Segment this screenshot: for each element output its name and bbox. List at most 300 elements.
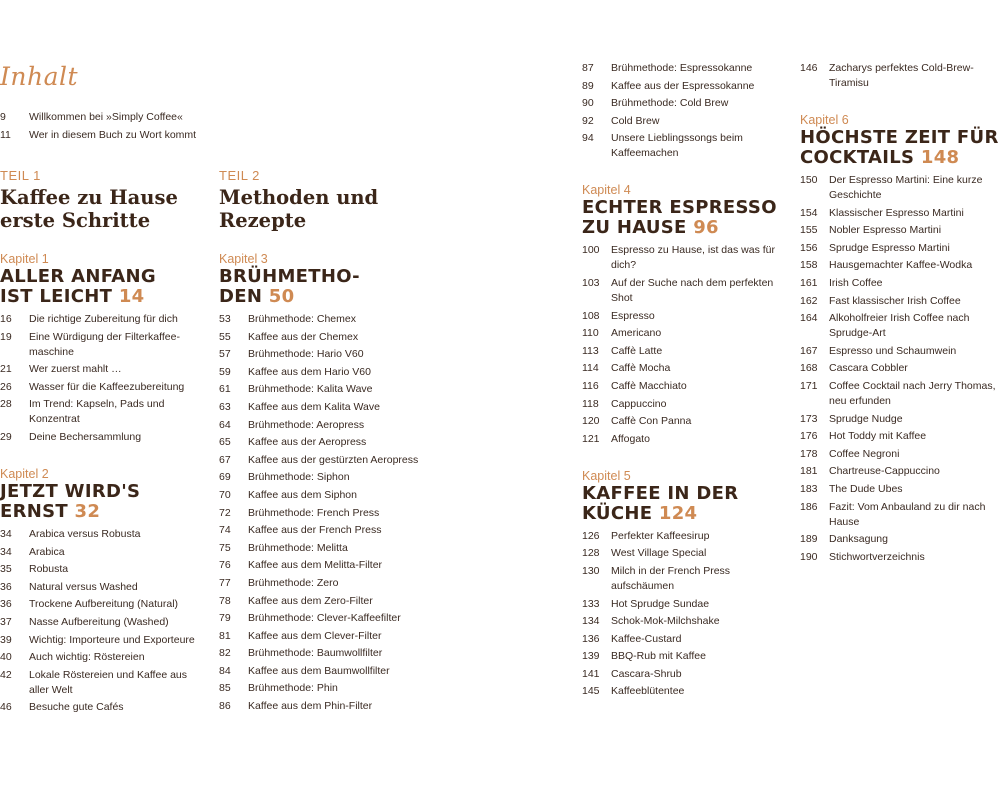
toc-entry-page: 161 — [800, 276, 818, 289]
toc-entry-text: Brühmethode: French Press — [248, 506, 380, 519]
chapter-6-label: Kapitel 6 — [800, 113, 849, 127]
toc-entry-text: Kaffee aus der Aeropress — [248, 436, 367, 449]
toc-entry — [582, 131, 780, 161]
column-4 — [800, 61, 998, 567]
toc-entry-page: 94 — [582, 132, 594, 145]
toc-entry-text: Irish Coffee — [829, 276, 883, 289]
toc-entry-page: 57 — [219, 348, 231, 361]
toc-entry-text: Brühmethode: Zero — [248, 576, 339, 589]
chapter-6-title-line-1: HÖCHSTE ZEIT FÜR — [800, 127, 999, 148]
toc-entry-page: 158 — [800, 259, 818, 272]
chapter-6-title — [800, 128, 998, 168]
toc-entry-page: 156 — [800, 241, 818, 254]
toc-entry-text: Nobler Espresso Martini — [829, 224, 942, 237]
column-3 — [582, 61, 780, 702]
chapter-4-title — [582, 198, 780, 238]
toc-entry-text: Hausgemachter Kaffee-Wodka — [829, 259, 973, 272]
toc-entry-page: 65 — [219, 436, 231, 449]
chapter-4-page: 96 — [693, 217, 719, 239]
toc-entry — [582, 632, 780, 647]
toc-entry-text: Arabica versus Robusta — [29, 527, 141, 540]
toc-entry-page: 154 — [800, 206, 818, 219]
toc-entry-page: 183 — [800, 482, 818, 495]
chapter-5-continued-entries — [800, 61, 998, 91]
toc-entry — [0, 397, 205, 427]
toc-entry-page: 29 — [0, 430, 12, 443]
toc-entry-text: Milch in der French Press aufschäumen — [611, 564, 731, 592]
toc-entry-page: 39 — [0, 633, 12, 646]
toc-entry-page: 75 — [219, 541, 231, 554]
toc-entry-text: Kaffee aus der gestürzten Aeropress — [248, 453, 419, 466]
toc-entry — [800, 173, 998, 203]
chapter-1-entries — [0, 312, 205, 445]
toc-entry-page: 64 — [219, 418, 231, 431]
toc-entry-text: Kaffeeblütentee — [611, 685, 685, 698]
toc-entry — [582, 96, 780, 111]
toc-entry — [800, 276, 998, 291]
toc-entry-text: Caffè Con Panna — [611, 415, 692, 428]
toc-entry-text: Caffè Macchiato — [611, 379, 687, 392]
toc-entry — [219, 488, 439, 503]
toc-entry-page: 139 — [582, 650, 600, 663]
toc-entry-text: Auf der Suche nach dem perfekten Shot — [611, 276, 774, 304]
toc-entry-text: Nasse Aufbereitung (Washed) — [29, 615, 169, 628]
toc-entry-page: 89 — [582, 79, 594, 92]
toc-entry — [582, 243, 780, 273]
toc-entry — [0, 580, 205, 595]
toc-entry-text: Coffee Negroni — [829, 447, 900, 460]
toc-entry-text: Brühmethode: Espressokanne — [611, 62, 753, 74]
toc-entry — [219, 506, 439, 521]
toc-entry-page: 145 — [582, 685, 600, 698]
chapter-5-entries — [582, 529, 780, 700]
toc-entry-page: 162 — [800, 294, 818, 307]
toc-entry-text: Kaffee aus der French Press — [248, 524, 382, 537]
toc-entry-page: 40 — [0, 651, 12, 664]
toc-entry-page: 141 — [582, 667, 600, 680]
toc-entry — [219, 576, 439, 591]
toc-entry-page: 186 — [800, 500, 818, 513]
toc-entry-page: 76 — [219, 559, 231, 572]
toc-entry-page: 84 — [219, 664, 231, 677]
toc-entry-text: West Village Special — [611, 547, 707, 560]
toc-entry — [800, 206, 998, 221]
toc-entry-page: 53 — [219, 313, 231, 325]
toc-entry — [0, 380, 205, 395]
toc-entry-page: 133 — [582, 597, 600, 610]
toc-entry — [0, 110, 230, 125]
chapter-5-title-line-2: KÜCHE — [582, 502, 653, 524]
chapter-2-entries — [0, 527, 205, 715]
toc-entry — [219, 330, 439, 345]
toc-entry-page: 85 — [219, 682, 231, 695]
toc-entry — [0, 597, 205, 612]
toc-entry-page: 26 — [0, 380, 12, 393]
toc-entry-text: Brühmethode: Melitta — [248, 541, 348, 554]
toc-entry — [800, 500, 998, 530]
toc-entry-text: Kaffee aus der Chemex — [248, 330, 359, 343]
toc-entry-text: Espresso und Schaumwein — [829, 344, 957, 357]
toc-entry-page: 34 — [0, 527, 12, 540]
toc-entry — [582, 564, 780, 594]
toc-entry-page: 126 — [582, 529, 600, 542]
toc-entry — [800, 550, 998, 565]
toc-entry-text: Perfekter Kaffeesirup — [611, 529, 710, 542]
toc-entry-page: 178 — [800, 447, 818, 460]
toc-entry-page: 155 — [800, 224, 818, 237]
toc-entry-page: 11 — [0, 128, 11, 141]
toc-entry-page: 70 — [219, 488, 231, 501]
chapter-2-title-line-2: ERNST — [0, 500, 68, 522]
chapter-4-title-line-2: ZU HAUSE — [582, 217, 687, 239]
part-1-label: TEIL 1 — [0, 168, 41, 183]
toc-entry — [800, 429, 998, 444]
toc-entry-text: Die richtige Zubereitung für dich — [29, 313, 178, 325]
toc-entry-page: 86 — [219, 700, 231, 713]
toc-entry — [582, 61, 780, 76]
toc-entry — [800, 464, 998, 479]
part-1-title-line-1: Kaffee zu Hause — [0, 186, 178, 209]
chapter-3-page: 50 — [268, 286, 295, 307]
toc-entry — [219, 541, 439, 556]
toc-entry-text: Cascara-Shrub — [611, 667, 682, 680]
toc-entry — [219, 382, 439, 397]
toc-entry-text: Eine Würdigung der Filterkaffee-maschine — [29, 330, 180, 358]
toc-entry-text: Lokale Röstereien und Kaffee aus aller Welt — [29, 668, 188, 696]
toc-entry-text: Brühmethode: Baumwollfilter — [248, 647, 383, 660]
chapter-2-title — [0, 482, 205, 522]
toc-entry-text: Besuche gute Cafés — [29, 701, 124, 714]
toc-entry — [800, 379, 998, 409]
toc-entry-text: Kaffee aus dem Clever-Filter — [248, 629, 382, 642]
toc-entry-text: Willkommen bei »Simply Coffee« — [29, 111, 183, 123]
toc-entry — [800, 412, 998, 427]
toc-entry-text: Caffè Latte — [611, 344, 663, 357]
toc-entry — [582, 309, 780, 324]
toc-entry-page: 16 — [0, 313, 12, 325]
toc-entry — [0, 312, 205, 327]
toc-entry-page: 36 — [0, 580, 12, 593]
toc-entry — [0, 615, 205, 630]
toc-entry — [219, 365, 439, 380]
toc-entry-page: 90 — [582, 97, 594, 110]
toc-entry-page: 173 — [800, 412, 818, 425]
toc-entry-text: Sprudge Nudge — [829, 412, 903, 425]
toc-entry — [800, 61, 998, 91]
toc-entry-page: 164 — [800, 312, 818, 325]
toc-entry-text: The Dude Ubes — [829, 482, 903, 495]
toc-entry-text: Robusta — [29, 563, 69, 576]
toc-entry-text: Kaffee aus dem Kalita Wave — [248, 400, 380, 413]
toc-entry — [800, 344, 998, 359]
toc-entry-page: 136 — [582, 632, 600, 645]
toc-entry-text: Cappuccino — [611, 397, 667, 410]
toc-entry-text: Zacharys perfektes Cold-Brew-Tiramisu — [829, 62, 974, 89]
toc-entry — [0, 668, 205, 698]
chapter-3-title-line-2: DEN — [219, 286, 263, 307]
toc-entry — [219, 681, 439, 696]
toc-entry-page: 82 — [219, 647, 231, 660]
toc-entry — [0, 650, 205, 665]
toc-entry — [219, 470, 439, 485]
toc-entry — [582, 684, 780, 699]
toc-entry-page: 19 — [0, 330, 12, 343]
part-2-title-line-1: Methoden und — [219, 186, 379, 209]
toc-entry-text: Coffee Cocktail nach Jerry Thomas, neu erfunden — [829, 379, 996, 407]
toc-entry — [219, 594, 439, 609]
toc-entry-text: Danksagung — [829, 533, 888, 546]
chapter-2-label: Kapitel 2 — [0, 466, 49, 481]
toc-entry-text: Brühmethode: Phin — [248, 682, 338, 695]
toc-entry-text: Fazit: Vom Anbauland zu dir nach Hause — [829, 500, 986, 528]
toc-entry — [582, 597, 780, 612]
toc-entry-page: 34 — [0, 545, 12, 558]
toc-entry-page: 181 — [800, 465, 818, 478]
toc-entry — [219, 629, 439, 644]
toc-entry — [0, 362, 205, 377]
toc-entry-text: Espresso zu Hause, ist das was für dich? — [611, 244, 775, 272]
page-title: Inhalt — [0, 62, 79, 91]
toc-entry-page: 118 — [582, 397, 599, 410]
toc-entry-text: Wasser für die Kaffeezubereitung — [29, 380, 185, 393]
toc-entry — [800, 361, 998, 376]
toc-entry-page: 100 — [582, 244, 600, 257]
part-1-column — [0, 168, 205, 718]
toc-entry-text: Kaffee aus dem Zero-Filter — [248, 594, 373, 607]
toc-entry-text: Schok-Mok-Milchshake — [611, 615, 720, 628]
toc-entry-page: 46 — [0, 701, 12, 714]
toc-entry-text: Im Trend: Kapseln, Pads und Konzentrat — [29, 398, 165, 426]
chapter-1-label: Kapitel 1 — [0, 252, 49, 266]
toc-entry — [219, 523, 439, 538]
toc-entry-text: Americano — [611, 327, 662, 340]
toc-entry-text: Stichwortverzeichnis — [829, 550, 925, 563]
toc-entry-page: 78 — [219, 594, 231, 607]
toc-entry-text: BBQ-Rub mit Kaffee — [611, 650, 706, 663]
toc-entry — [219, 400, 439, 415]
toc-entry — [582, 79, 780, 94]
toc-entry-text: Kaffee aus dem Hario V60 — [248, 365, 371, 378]
chapter-3-title — [219, 267, 439, 307]
toc-entry — [582, 361, 780, 376]
toc-entry — [582, 379, 780, 394]
toc-entry-page: 55 — [219, 330, 231, 343]
toc-entry — [0, 562, 205, 577]
toc-entry-page: 77 — [219, 576, 231, 589]
chapter-1-title-line-1: ALLER ANFANG — [0, 266, 156, 287]
toc-entry-page: 35 — [0, 563, 12, 576]
toc-entry-page: 81 — [219, 629, 231, 642]
toc-entry — [0, 545, 205, 560]
toc-entry-text: Cascara Cobbler — [829, 362, 908, 375]
toc-entry — [0, 700, 205, 715]
chapter-2-page: 32 — [74, 500, 101, 522]
toc-entry-page: 168 — [800, 362, 818, 375]
toc-entry-text: Klassischer Espresso Martini — [829, 206, 964, 219]
chapter-1-title — [0, 267, 205, 307]
toc-entry — [219, 664, 439, 679]
toc-entry-page: 110 — [582, 327, 599, 340]
toc-entry-text: Affogato — [611, 432, 650, 445]
toc-entry — [0, 430, 205, 445]
toc-entry — [219, 312, 439, 327]
chapter-1-page: 14 — [118, 286, 145, 307]
toc-entry-page: 189 — [800, 533, 818, 546]
chapter-5-title-line-1: KAFFEE IN DER — [582, 482, 739, 504]
part-1-title — [0, 186, 205, 232]
chapter-3-entries — [219, 312, 439, 714]
chapter-4-entries — [582, 243, 780, 446]
toc-entry-page: 128 — [582, 547, 600, 560]
toc-entry-page: 79 — [219, 612, 231, 625]
toc-entry — [582, 114, 780, 129]
toc-entry — [0, 527, 205, 542]
toc-entry-page: 146 — [800, 62, 818, 74]
toc-entry-page: 176 — [800, 430, 818, 443]
toc-entry-page: 108 — [582, 309, 600, 322]
toc-entry-page: 130 — [582, 564, 600, 577]
intro-list — [0, 110, 230, 145]
toc-entry-page: 171 — [800, 379, 818, 392]
toc-entry — [582, 432, 780, 447]
toc-entry-text: Deine Bechersammlung — [29, 430, 142, 443]
toc-entry-text: Kaffee aus dem Phin-Filter — [248, 700, 373, 713]
toc-entry-page: 150 — [800, 174, 818, 186]
toc-entry — [219, 699, 439, 714]
toc-entry-page: 59 — [219, 365, 231, 378]
chapter-5-page: 124 — [658, 502, 698, 524]
toc-entry-page: 103 — [582, 276, 600, 289]
toc-entry — [800, 447, 998, 462]
chapter-6-title-line-2: COCKTAILS — [800, 147, 915, 168]
toc-entry — [800, 532, 998, 547]
toc-entry — [800, 241, 998, 256]
chapter-2-title-line-1: JETZT WIRD'S — [0, 480, 141, 502]
toc-entry-text: Brühmethode: Cold Brew — [611, 97, 729, 110]
toc-entry — [219, 646, 439, 661]
part-1-title-line-2: erste Schritte — [0, 209, 151, 232]
toc-entry — [219, 453, 439, 468]
toc-entry-page: 72 — [219, 506, 231, 519]
toc-entry-text: Unsere Lieblingssongs beim Kaffeemachen — [611, 132, 743, 160]
toc-entry — [219, 418, 439, 433]
toc-entry-text: Kaffee aus der Espressokanne — [611, 79, 755, 92]
toc-entry-text: Cold Brew — [611, 114, 660, 127]
toc-entry-text: Der Espresso Martini: Eine kurze Geschichte — [829, 174, 983, 201]
toc-entry — [0, 330, 205, 360]
toc-entry-text: Brühmethode: Chemex — [248, 313, 356, 325]
toc-entry-page: 36 — [0, 598, 12, 611]
toc-entry-page: 9 — [0, 111, 6, 123]
chapter-6-page: 148 — [920, 147, 960, 168]
toc-entry — [582, 614, 780, 629]
toc-entry — [582, 667, 780, 682]
toc-entry-text: Hot Sprudge Sundae — [611, 597, 710, 610]
toc-entry-text: Kaffee aus dem Baumwollfilter — [248, 664, 390, 677]
toc-entry-page: 61 — [219, 383, 231, 396]
toc-entry-text: Brühmethode: Clever-Kaffeefilter — [248, 612, 401, 625]
toc-entry — [582, 649, 780, 664]
toc-entry-text: Fast klassischer Irish Coffee — [829, 294, 961, 307]
toc-entry-page: 121 — [582, 432, 600, 445]
part-2-column — [219, 168, 439, 717]
chapter-4-title-line-1: ECHTER ESPRESSO — [582, 197, 777, 219]
toc-entry-page: 113 — [582, 344, 599, 357]
toc-entry-page: 120 — [582, 415, 600, 428]
toc-entry — [800, 311, 998, 341]
toc-entry — [582, 529, 780, 544]
toc-entry-text: Alkoholfreier Irish Coffee nach Sprudge-Art — [829, 312, 970, 340]
part-2-title — [219, 186, 439, 232]
toc-entry — [582, 414, 780, 429]
toc-entry — [800, 294, 998, 309]
toc-entry-page: 42 — [0, 668, 12, 681]
chapter-3-title-line-1: BRÜHMETHO- — [219, 266, 360, 287]
toc-entry-text: Brühmethode: Aeropress — [248, 418, 365, 431]
toc-entry-page: 28 — [0, 398, 12, 411]
toc-entry — [219, 347, 439, 362]
toc-entry-text: Chartreuse-Cappuccino — [829, 465, 940, 478]
toc-entry — [800, 482, 998, 497]
toc-entry-page: 92 — [582, 114, 594, 127]
toc-entry-text: Arabica — [29, 545, 65, 558]
toc-entry-page: 134 — [582, 615, 600, 628]
toc-entry-text: Wer in diesem Buch zu Wort kommt — [29, 128, 197, 141]
toc-entry-text: Kaffee aus dem Siphon — [248, 488, 357, 501]
toc-entry-text: Brühmethode: Hario V60 — [248, 348, 364, 361]
chapter-1-title-line-2: IST LEICHT — [0, 286, 113, 307]
toc-entry-text: Caffè Mocha — [611, 362, 671, 375]
toc-entry-page: 87 — [582, 62, 594, 74]
toc-entry-text: Auch wichtig: Röstereien — [29, 651, 145, 664]
chapter-6-entries — [800, 173, 998, 565]
toc-entry — [582, 326, 780, 341]
toc-entry-text: Hot Toddy mit Kaffee — [829, 430, 927, 443]
chapter-5-title — [582, 484, 780, 524]
toc-entry — [582, 276, 780, 306]
toc-entry — [582, 546, 780, 561]
toc-entry — [219, 435, 439, 450]
toc-entry — [0, 128, 230, 143]
part-2-title-line-2: Rezepte — [219, 209, 307, 232]
toc-entry — [219, 611, 439, 626]
toc-entry-page: 67 — [219, 453, 231, 466]
toc-entry-text: Trockene Aufbereitung (Natural) — [29, 598, 179, 611]
toc-entry-text: Kaffee aus dem Melitta-Filter — [248, 559, 383, 572]
chapter-5-label: Kapitel 5 — [582, 468, 631, 483]
toc-entry — [582, 397, 780, 412]
chapter-3-continued-entries — [582, 61, 780, 161]
toc-entry — [800, 258, 998, 273]
toc-entry-text: Sprudge Espresso Martini — [829, 241, 950, 254]
toc-entry — [800, 223, 998, 238]
toc-entry-page: 167 — [800, 344, 818, 357]
toc-entry-page: 74 — [219, 524, 231, 537]
toc-entry-text: Brühmethode: Kalita Wave — [248, 383, 373, 396]
part-2-label: TEIL 2 — [219, 168, 260, 183]
toc-entry-page: 21 — [0, 363, 12, 376]
toc-entry-page: 37 — [0, 615, 12, 628]
chapter-4-label: Kapitel 4 — [582, 183, 631, 198]
toc-entry-text: Natural versus Washed — [29, 580, 138, 593]
toc-entry-page: 63 — [219, 400, 231, 413]
toc-entry-text: Kaffee-Custard — [611, 632, 682, 645]
toc-entry-page: 116 — [582, 379, 599, 392]
toc-entry-page: 190 — [800, 550, 818, 563]
toc-entry — [219, 558, 439, 573]
toc-entry-text: Wer zuerst mahlt … — [29, 363, 122, 376]
toc-entry-text: Wichtig: Importeure und Exporteure — [29, 633, 195, 646]
